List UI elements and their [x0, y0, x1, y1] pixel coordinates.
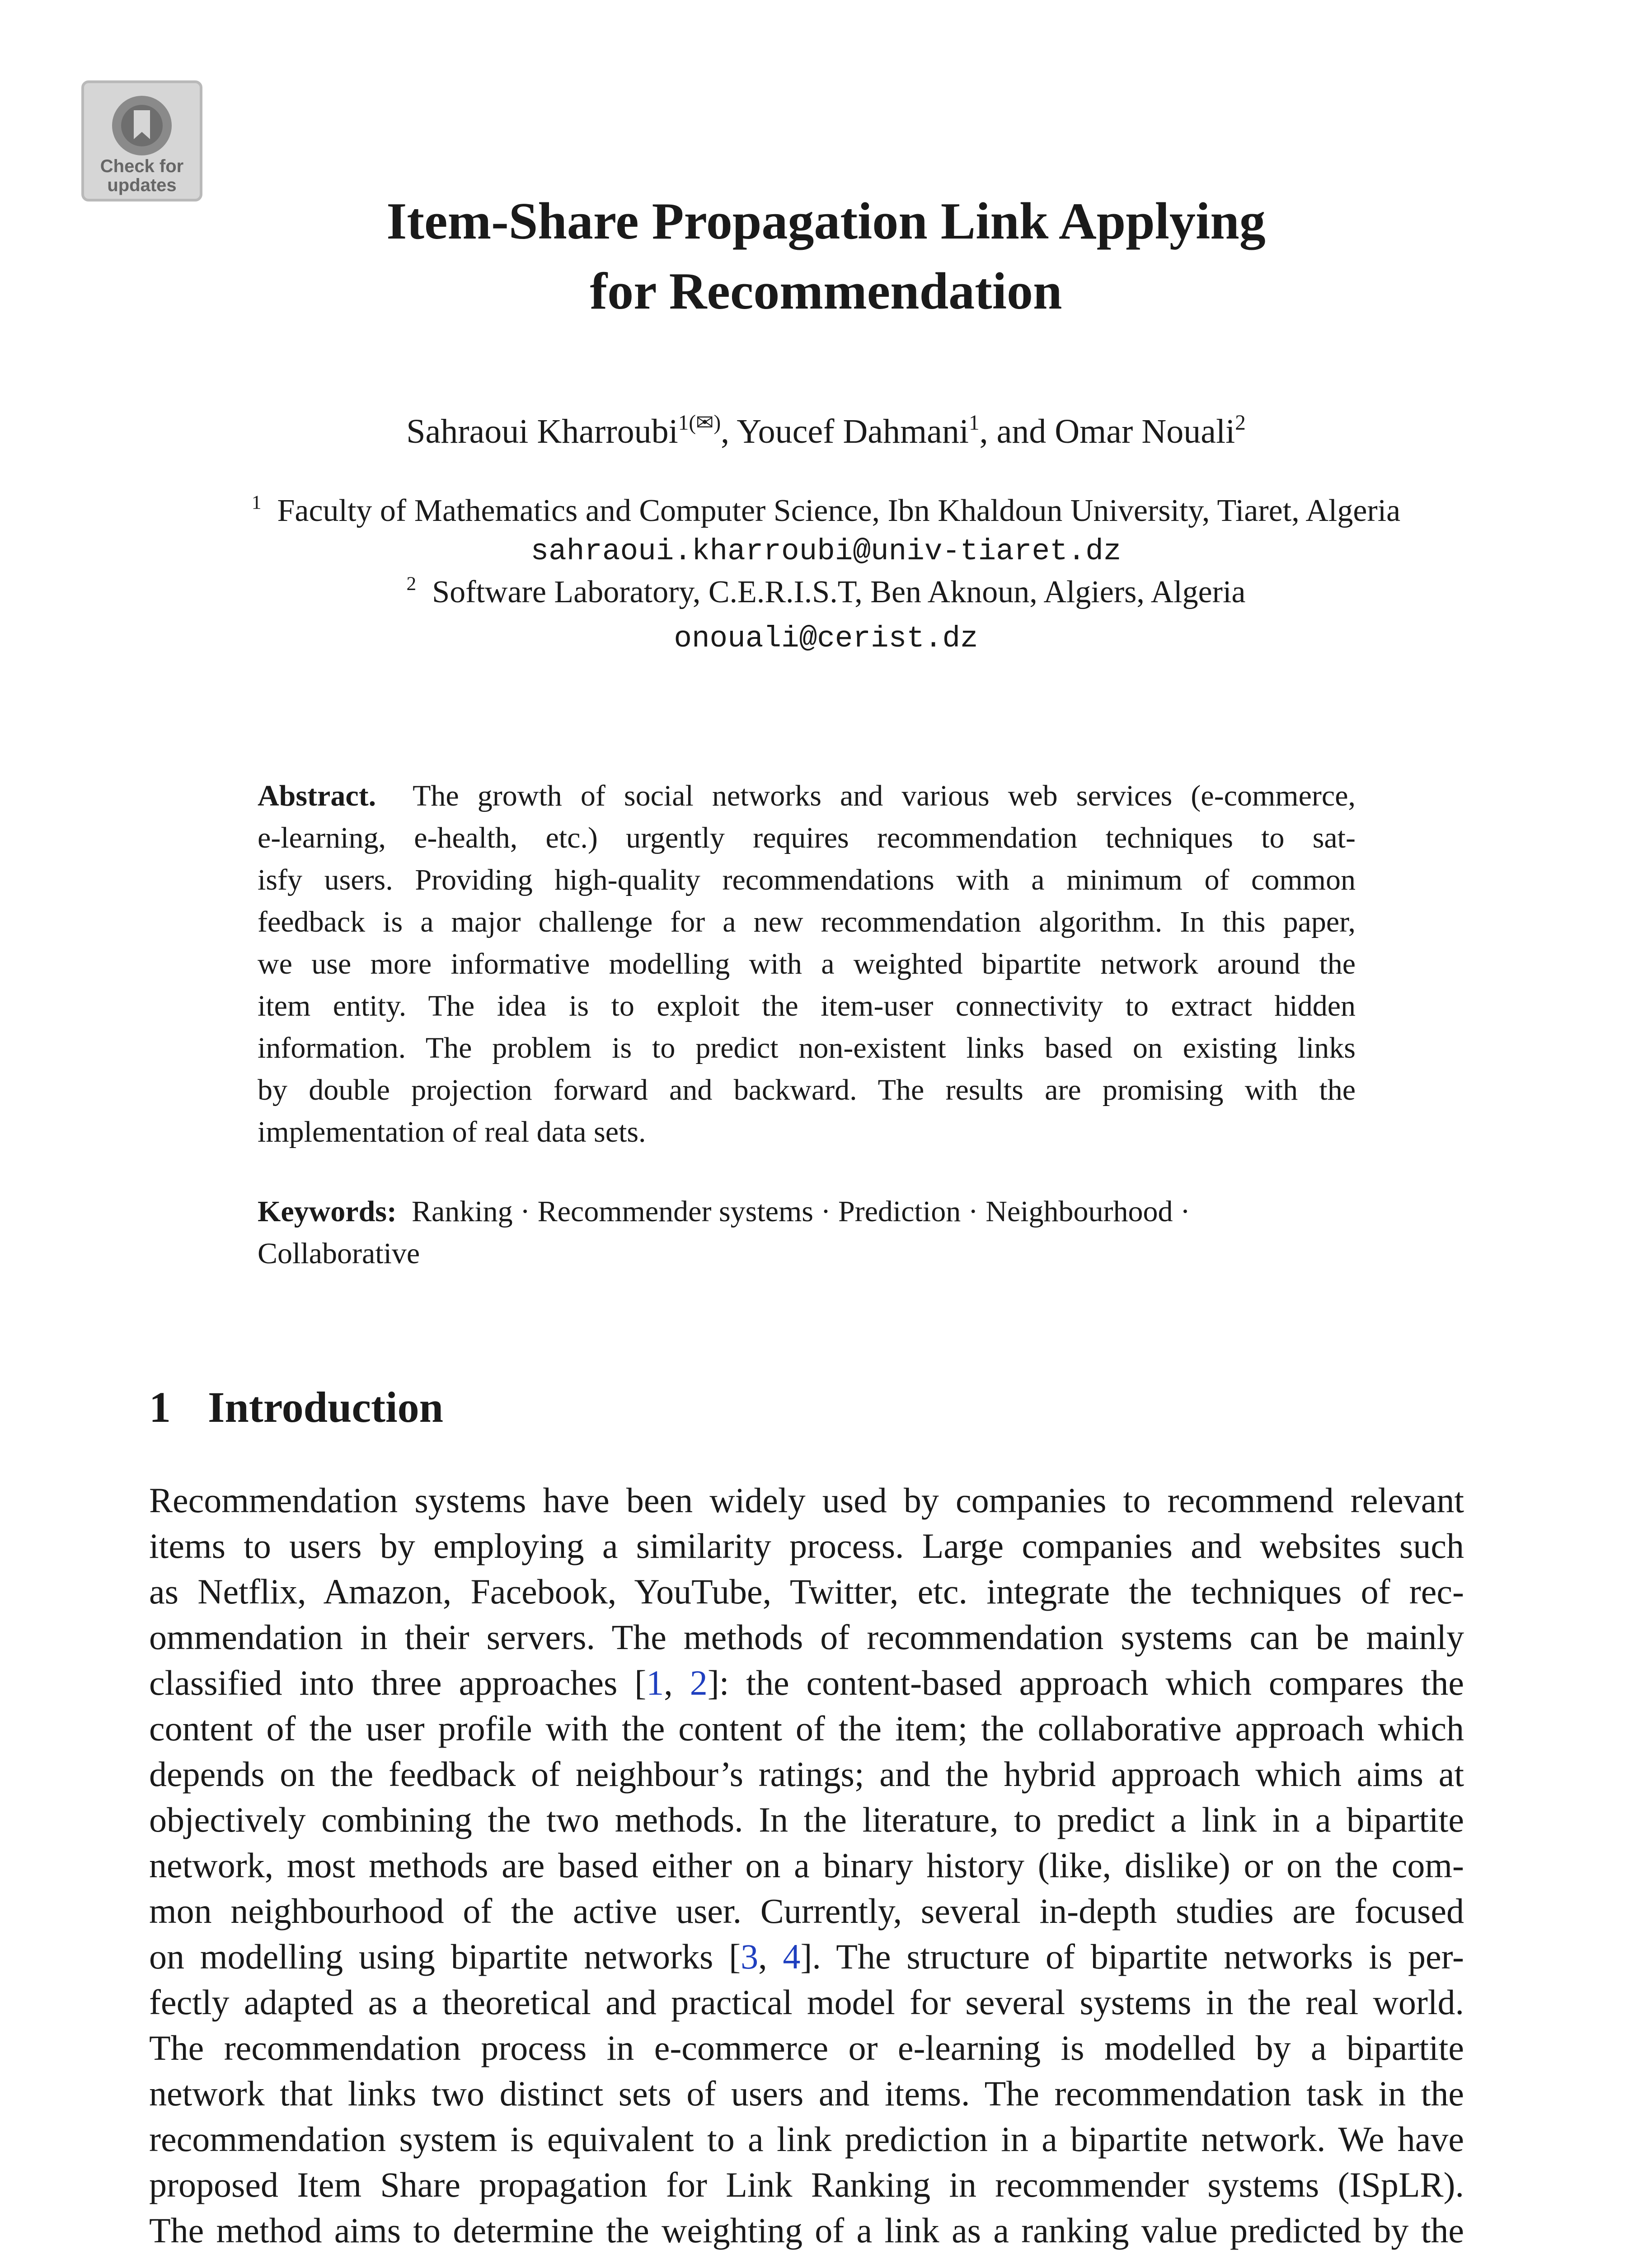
- affiliation-2-email[interactable]: onouali@cerist.dz: [674, 622, 978, 656]
- body-line: The recommendation process in e-commerce or e-learning is modelled by a bipartite: [149, 2028, 1464, 2067]
- body-line: items to users by employing a similarity process. Large companies and websites such: [149, 1526, 1464, 1565]
- author-name: Youcef Dahmani: [737, 412, 969, 450]
- body-line: Recommendation systems have been widely used by companies to recommend relevant: [149, 1481, 1464, 1520]
- check-for-updates-badge[interactable]: [81, 80, 202, 202]
- body-line: network that links two distinct sets of users and items. The recommendation task in the: [149, 2074, 1464, 2113]
- introduction-paragraph: [149, 1477, 1464, 2253]
- body-line: network, most methods are based either on a binary history (like, dislike) or on the com-: [149, 1846, 1464, 1885]
- author-name: Omar Nouali: [1055, 412, 1235, 450]
- citation-link[interactable]: 3: [741, 1937, 759, 1976]
- author-list: [0, 409, 1652, 454]
- section-number: 1: [149, 1383, 171, 1431]
- body-line: depends on the feedback of neighbour’s ratings; and the hybrid approach which aims at: [149, 1754, 1464, 1794]
- abstract-line: we use more informative modelling with a weighted bipartite network around the: [258, 947, 1356, 980]
- author-separator: ,: [721, 412, 737, 450]
- affiliation-1-email[interactable]: sahraoui.kharroubi@univ-tiaret.dz: [530, 534, 1122, 568]
- citation-link[interactable]: 1: [646, 1663, 664, 1702]
- affiliation-1: [0, 490, 1652, 532]
- body-line: mon neighbourhood of the active user. Currently, several in-depth studies are focused: [149, 1891, 1464, 1931]
- affiliation-2: [0, 572, 1652, 613]
- keywords-line: Collaborative: [258, 1237, 420, 1270]
- citation-link[interactable]: 4: [783, 1937, 801, 1976]
- abstract-label: Abstract.: [258, 779, 376, 812]
- abstract-line: information. The problem is to predict non-existent links based on existing links: [258, 1031, 1356, 1064]
- abstract-line: e-learning, e-health, etc.) urgently requires recommendation techniques to sat-: [258, 821, 1356, 854]
- affiliation-number: 1: [251, 492, 262, 514]
- section-title: Introduction: [208, 1383, 444, 1431]
- body-line: on modelling using bipartite networks [3, 4]. The structure of bipartite networks is per-: [149, 1937, 1464, 1976]
- affiliation-number: 2: [406, 573, 417, 595]
- abstract-line: feedback is a major challenge for a new recommendation algorithm. In this paper,: [258, 905, 1356, 938]
- body-line: fectly adapted as a theoretical and practical model for several systems in the real world.: [149, 1982, 1464, 2022]
- body-line: as Netflix, Amazon, Facebook, YouTube, Twitter, etc. integrate the techniques of rec-: [149, 1572, 1464, 1611]
- body-line: The method aims to determine the weighting of a link as a ranking value predicted by the: [149, 2211, 1464, 2250]
- body-line: content of the user profile with the content of the item; the collaborative approach which: [149, 1709, 1464, 1748]
- keywords: [258, 1190, 1356, 1275]
- abstract-line: implementation of real data sets.: [258, 1115, 646, 1148]
- author-affiliation-mark: 1: [969, 411, 980, 435]
- affiliation-text: Faculty of Mathematics and Computer Science, Ibn Khaldoun University, Tiaret, Algeria: [277, 493, 1401, 528]
- paper-title-line2: for Recommendation: [590, 262, 1062, 320]
- body-line: classified into three approaches [1, 2]: the content-based approach which compares the: [149, 1663, 1464, 1702]
- author-name: Sahraoui Kharroubi: [406, 412, 678, 450]
- keywords-label: Keywords:: [258, 1195, 397, 1228]
- bookmark-icon: [108, 92, 175, 159]
- body-line: recommendation system is equivalent to a link prediction in a bipartite network. We have: [149, 2119, 1464, 2159]
- keywords-line: Keywords: Ranking · Recommender systems · Prediction · Neighbourhood ·: [258, 1195, 1190, 1228]
- abstract: [258, 775, 1356, 1153]
- affiliation-text: Software Laboratory, C.E.R.I.S.T, Ben Aknoun, Algiers, Algeria: [432, 575, 1246, 609]
- body-line: objectively combining the two methods. In the literature, to predict a link in a bipartite: [149, 1800, 1464, 1839]
- badge-text-line2: updates: [107, 175, 177, 195]
- author-affiliation-mark: 2: [1235, 411, 1246, 435]
- abstract-line: item entity. The idea is to exploit the item-user connectivity to extract hidden: [258, 989, 1356, 1022]
- citation-link[interactable]: 2: [690, 1663, 708, 1702]
- abstract-line: isfy users. Providing high-quality recommendations with a minimum of common: [258, 863, 1356, 896]
- badge-text-line1: Check for: [100, 156, 184, 176]
- body-line: ommendation in their servers. The methods of recommendation systems can be mainly: [149, 1617, 1464, 1657]
- section-heading: [149, 1380, 443, 1434]
- abstract-line: Abstract. The growth of social networks and various web services (e-commerce,: [258, 779, 1356, 812]
- abstract-line: by double projection forward and backward. The results are promising with the: [258, 1073, 1356, 1106]
- author-affiliation-mark: 1(✉): [678, 411, 721, 435]
- author-separator: , and: [979, 412, 1055, 450]
- body-line: proposed Item Share propagation for Link Ranking in recommender systems (ISpLR).: [149, 2165, 1464, 2204]
- paper-title-line1: Item-Share Propagation Link Applying: [386, 192, 1266, 250]
